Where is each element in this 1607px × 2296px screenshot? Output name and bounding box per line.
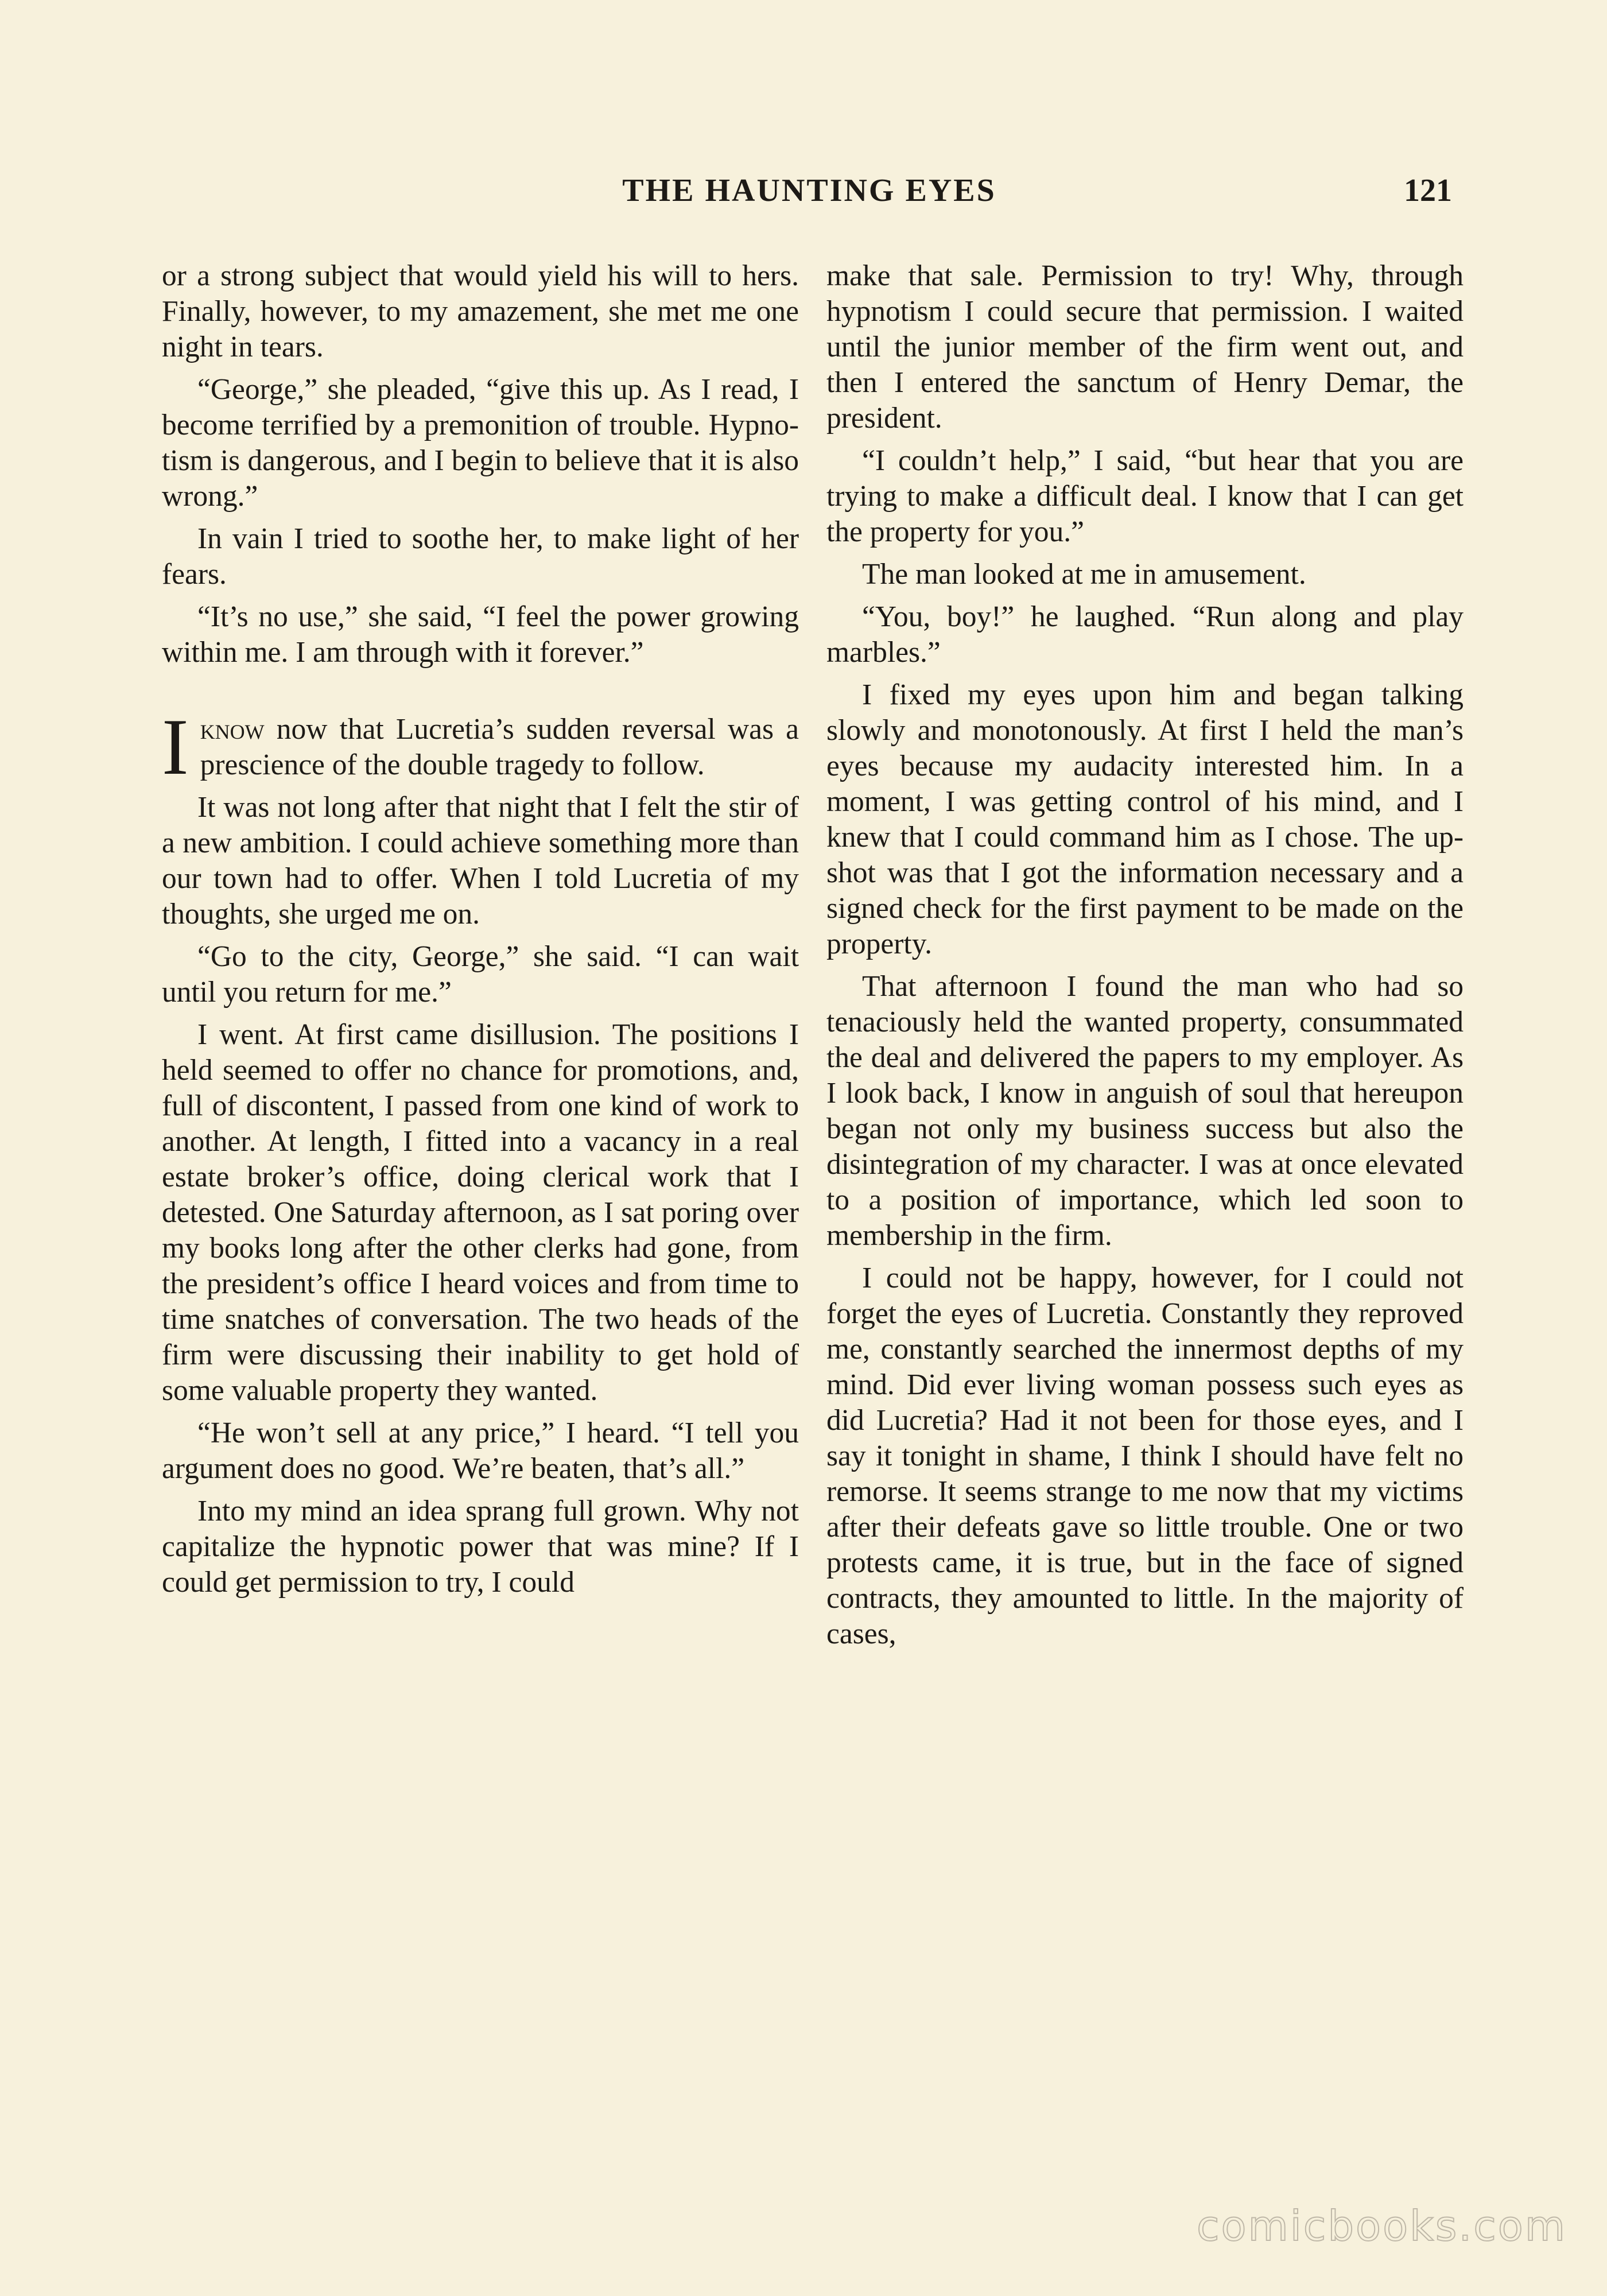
running-head: THE HAUNTING EYES: [622, 173, 996, 208]
paragraph: I could not be happy, however, for I could not forget the eyes of Lucretia. Constantly they reproved me, constantly searched the innermost depths of my mind. Did ever living woman possess such eyes as did Lucretia? Had it not been for those eyes, and I say it tonight in shame, I think I should have felt no remorse. It seems strange to me now that my victims after their defeats gave so little trouble. One or two protests came, it is true, but in the face of signed contracts, they amounted to little. In the majority of cases,: [826, 1262, 1464, 1650]
small-caps-lead: know: [200, 713, 265, 746]
paragraph: I fixed my eyes upon him and began talking slowly and monotonously. At first I held the man’s eyes because my audacity interested him. In a moment, I was getting control of his mind, and I knew that I could command him as I chose. The upshot was that I got the information necessary and a signed check for the first payment to be made on the property.: [826, 678, 1464, 960]
paragraph: It was not long after that night that I felt the stir of a new ambition. I could achieve something more than our town had to offer. When I told Lucretia of my thoughts, she urged me on.: [162, 791, 799, 930]
page-number: 121: [1404, 173, 1452, 208]
paragraph: make that sale. Permission to try! Why, through hypnotism I could secure that permission. I waited until the junior member of the firm went out, and then I entered the sanctum of Henry Demar, the president.: [826, 259, 1464, 435]
page-header: [166, 172, 1452, 224]
paragraph: “Go to the city, George,” she said. “I can wait until you return for me.”: [162, 940, 799, 1009]
paragraph: That afternoon I found the man who had so tenaciously held the wanted property, consummated the deal and delivered the papers to my employer. As I look back, I know in anguish of soul that hereupon began not only my business success but also the disintegration of my character. I was at once elevated to a position of importance, which led soon to membership in the firm.: [826, 970, 1464, 1252]
dropcap-paragraph: [162, 703, 799, 792]
section-break: [162, 677, 799, 712]
paragraph-text: now that Lucretia’s sudden reversal was a prescience of the double tragedy to follow.: [200, 713, 799, 781]
right-column: [826, 258, 1464, 2124]
paragraph: “You, boy!” he laughed. “Run along and play marbles.”: [826, 600, 1464, 669]
drop-cap-letter: I: [162, 703, 189, 792]
paragraph: “George,” she pleaded, “give this up. As I read, I become terrified by a premonition of trouble. Hypnotism is dangerous, and I begin to believe that it is also wrong.”: [162, 373, 799, 513]
paragraph: or a strong subject that would yield his will to hers. Finally, however, to my amazement, she met me one night in tears.: [162, 259, 799, 363]
paragraph: “He won’t sell at any price,” I heard. “I tell you argument does no good. We’re beaten, that’s all.”: [162, 1417, 799, 1485]
paragraph: In vain I tried to soothe her, to make light of her fears.: [162, 522, 799, 591]
left-column: [162, 258, 799, 2124]
watermark: comicbooks.com: [1196, 2202, 1567, 2250]
paragraph: The man looked at me in amusement.: [862, 558, 1306, 591]
paragraph: “It’s no use,” she said, “I feel the power growing within me. I am through with it forever.”: [162, 600, 799, 669]
paragraph: “I couldn’t help,” I said, “but hear that you are trying to make a difficult deal. I know that I can get the property for you.”: [826, 444, 1464, 548]
paragraph: Into my mind an idea sprang full grown. Why not capitalize the hypnotic power that was mine? If I could get permission to try, I could: [162, 1495, 799, 1599]
paragraph: I went. At first came disillusion. The positions I held seemed to offer no chance for promotions, and, full of discontent, I passed from one kind of work to another. At length, I fitted into a vacancy in a real estate broker’s office, doing clerical work that I detested. One Saturday afternoon, as I sat poring over my books long after the other clerks had gone, from the president’s office I heard voices and from time to time snatches of conversation. The two heads of the firm were discussing their inability to get hold of some valuable property they wanted.: [162, 1018, 799, 1407]
